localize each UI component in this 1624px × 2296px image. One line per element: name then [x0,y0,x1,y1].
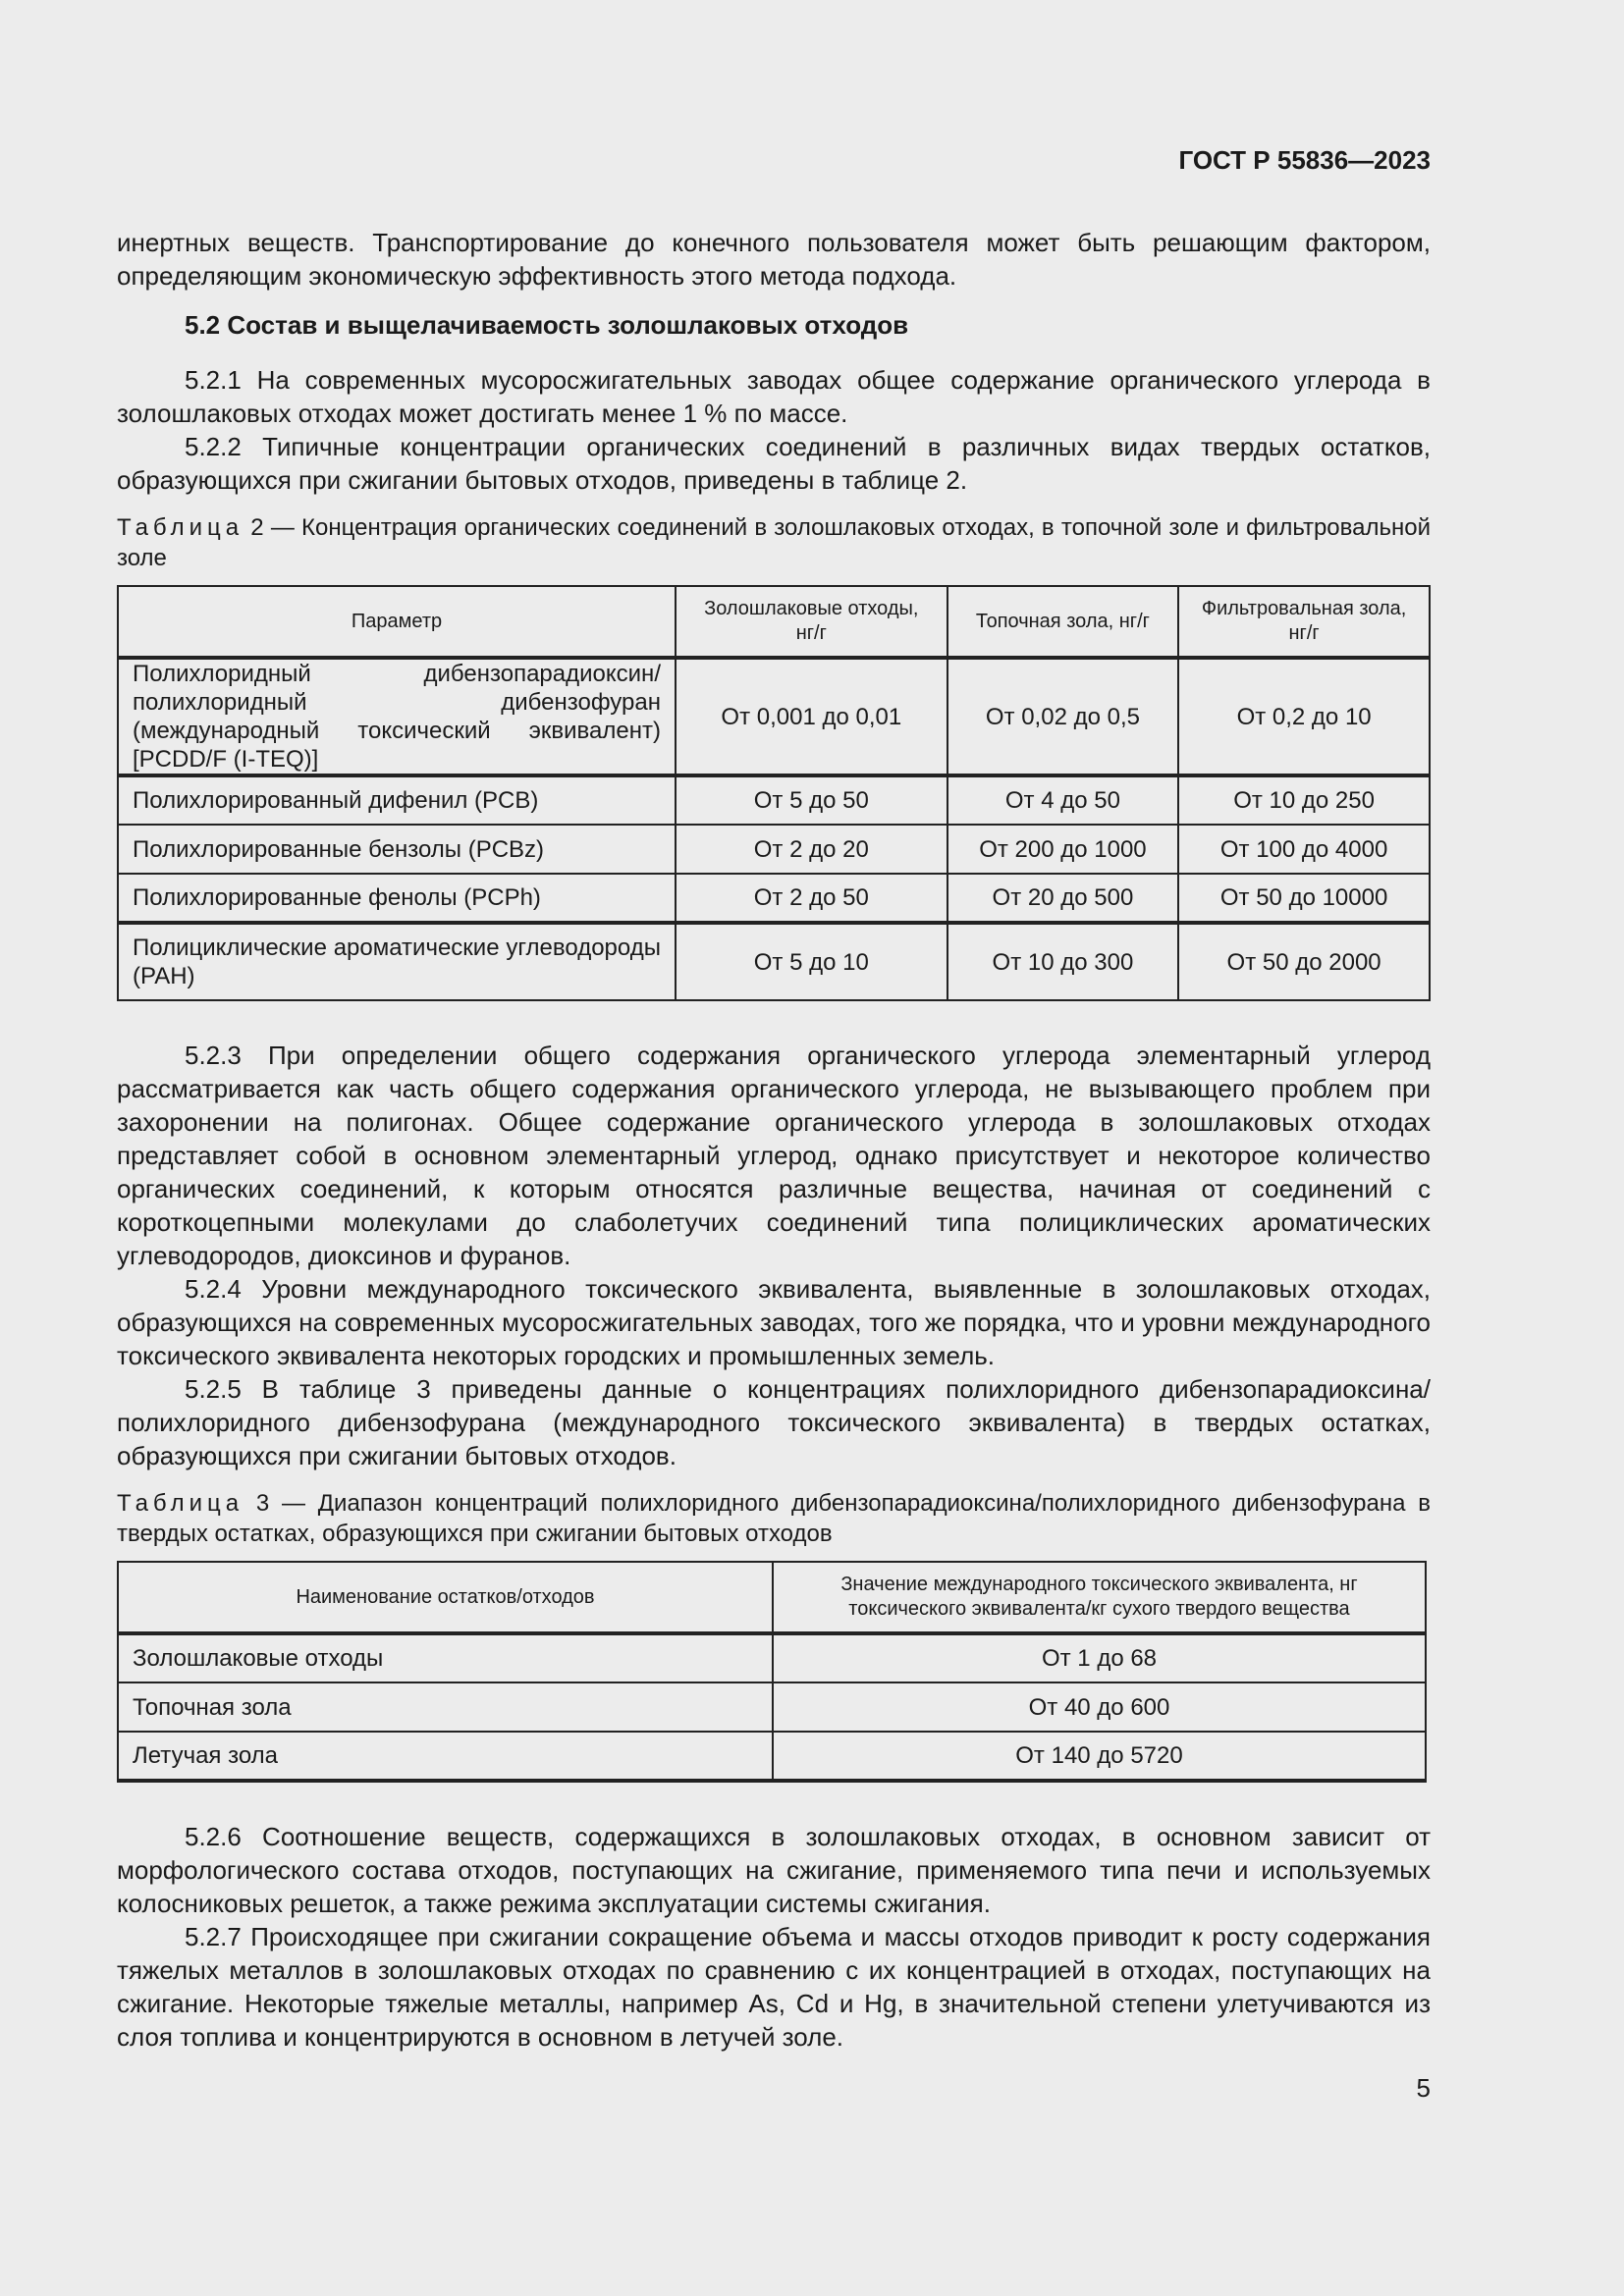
paragraph-5-2-4: 5.2.4 Уровни международного токсического эквивалента, выявленные в золошлаковых отходах, образующихся на современных мусоросжигательных заводах, того же порядка, что и уровни международного токсического эквивалента некоторых городских и промышленных земель. [117,1274,1431,1370]
table-row [118,1732,1426,1781]
table3-header-row [118,1562,1426,1633]
table2-cell: От 5 до 10 [676,923,947,1000]
table2-cell: От 100 до 4000 [1178,825,1430,874]
table3-cell: Золошлаковые отходы [118,1633,773,1682]
table2-cell: От 200 до 1000 [947,825,1179,874]
table-row [118,658,1430,775]
table-row [118,775,1430,825]
paragraph-5-2-3: 5.2.3 При определении общего содержания органического углерода элементарный углерод рассматривается как часть общего содержания органического углерода, не вызывающего проблем при захоронении на полигонах. Общее содержание органического углерода в золошлаковых отходах представляет собой в основном элементарный углерод, однако присутствует и некоторое количество органических соединений, к которым относятся различные вещества, начиная от соединений с короткоцепными молекулами до слаболетучих соединений типа полициклических ароматических углеводородов, диоксинов и фуранов. [117,1041,1431,1270]
paragraph-5-2-6: 5.2.6 Соотношение веществ, содержащихся в золошлаковых отходах, в основном зависит от морфологического состава отходов, поступающих на сжигание, применяемого типа печи и используемых колосниковых решеток, а также режима эксплуатации системы сжигания. [117,1822,1431,1918]
table2-caption-label: Таблица [117,514,244,541]
table2-caption [117,512,1431,573]
table3-caption [117,1488,1431,1549]
page-content [117,226,1431,2054]
table2-cell: От 0,02 до 0,5 [947,658,1179,775]
table2-cell: От 0,001 до 0,01 [676,658,947,775]
table2-cell: От 50 до 2000 [1178,923,1430,1000]
paragraph-intro: инертных веществ. Транспортирование до конечного пользователя может быть решающим фактором, определяющим экономическую эффективность этого метода подхода. [117,228,1431,291]
table3-header-cell: Значение международного токсического эквивалента, нг токсического эквивалента/кг сухого твердого вещества [773,1562,1426,1633]
table2-cell: От 2 до 20 [676,825,947,874]
table2-cell: От 10 до 300 [947,923,1179,1000]
table2-cell: От 0,2 до 10 [1178,658,1430,775]
table-row [118,1682,1426,1732]
table-row [118,825,1430,874]
table3-cell: От 40 до 600 [773,1682,1426,1732]
page-number: 5 [1416,2073,1431,2103]
paragraph-5-2-2: 5.2.2 Типичные концентрации органических соединений в различных видах твердых остатков, образующихся при сжигании бытовых отходов, приведены в таблице 2. [117,432,1431,495]
table3-caption-label: Таблица [117,1490,244,1517]
table2-cell: От 4 до 50 [947,775,1179,825]
standard-code: ГОСТ Р 55836—2023 [1178,145,1431,175]
table3-cell: От 1 до 68 [773,1633,1426,1682]
paragraph-5-2-5: 5.2.5 В таблице 3 приведены данные о концентрациях полихлоридного дибензопарадиоксина/полихлоридного дибензофурана (международного токсического эквивалента) в твердых остатках, образующихся при сжигании бытовых отходов. [117,1374,1431,1470]
table2-cell: От 10 до 250 [1178,775,1430,825]
table2-cell: От 50 до 10000 [1178,874,1430,923]
table-3 [117,1561,1427,1783]
table2-header-cell: Золошлаковые отходы, нг/г [676,586,947,658]
table2-cell: Полихлоридный дибензопарадиоксин/полихлоридный дибензофуран (международный токсический эквивалент) [PCDD/F (I-TEQ)] [118,658,676,775]
table2-caption-text: 2 — Концентрация органических соединений в золошлаковых отходах, в топочной золе и фильтровальной золе [117,514,1431,571]
table-2 [117,585,1431,1001]
table2-cell: Полициклические ароматические углеводороды (PAH) [118,923,676,1000]
paragraph-5-2-7: 5.2.7 Происходящее при сжигании сокращение объема и массы отходов приводит к росту содержания тяжелых металлов в золошлаковых отходах по сравнению с их концентрацией в отходах, поступающих на сжигание. Некоторые тяжелые металлы, например As, Cd и Hg, в значительной степени улетучиваются из слоя топлива и концентрируются в основном в летучей золе. [117,1922,1431,2052]
table3-cell: От 140 до 5720 [773,1732,1426,1781]
table3-cell: Топочная зола [118,1682,773,1732]
table3-caption-text: 3 — Диапазон концентраций полихлоридного дибензопарадиоксина/полихлоридного дибензофурана в твердых остатках, образующихся при сжигании бытовых отходов [117,1490,1431,1547]
table2-cell: От 20 до 500 [947,874,1179,923]
table-row [118,874,1430,923]
table-row [118,1633,1426,1682]
table2-header-cell: Фильтровальная зола, нг/г [1178,586,1430,658]
table2-cell: От 2 до 50 [676,874,947,923]
table2-cell: От 5 до 50 [676,775,947,825]
table2-cell: Полихлорированные бензолы (PCBz) [118,825,676,874]
table-row [118,923,1430,1000]
section-heading-5-2: 5.2 Состав и выщелачиваемость золошлаковых отходов [185,310,909,340]
table2-header-row [118,586,1430,658]
table2-header-cell: Топочная зола, нг/г [947,586,1179,658]
table3-cell: Летучая зола [118,1732,773,1781]
table2-header-cell: Параметр [118,586,676,658]
paragraph-5-2-1: 5.2.1 На современных мусоросжигательных заводах общее содержание органического углерода в золошлаковых отходах может достигать менее 1 % по массе. [117,365,1431,428]
table3-header-cell: Наименование остатков/отходов [118,1562,773,1633]
table2-cell: Полихлорированные фенолы (PCPh) [118,874,676,923]
table2-cell: Полихлорированный дифенил (PCB) [118,775,676,825]
